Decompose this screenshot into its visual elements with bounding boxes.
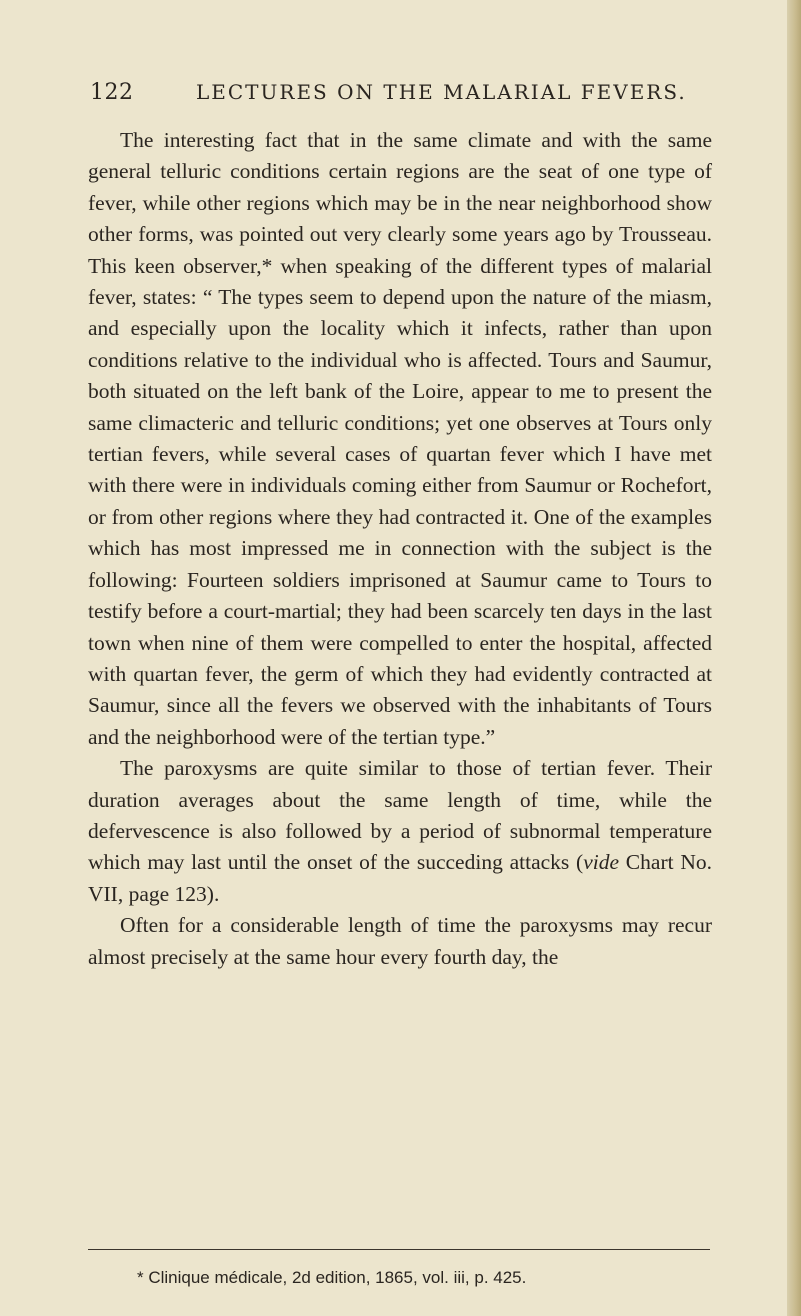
paragraph-2 bbox=[88, 753, 712, 910]
page-header bbox=[90, 80, 730, 110]
page-number: 122 bbox=[90, 80, 134, 105]
paragraph-1 bbox=[88, 125, 712, 753]
paragraph-2-text-start: The paroxysms are quite similar to those of tertian fever. Their duration averages about the same length of time, while the defervescence is also followed by a period of subnormal temperature which may last until the onset of the succeding attacks ( bbox=[88, 756, 712, 875]
footnote: * Clinique médicale, 2d edition, 1865, vol. iii, p. 425. bbox=[137, 1268, 527, 1287]
footnote-rule bbox=[88, 1249, 710, 1250]
body-text bbox=[88, 125, 712, 973]
running-title: LECTURES ON THE MALARIAL FEVERS. bbox=[196, 80, 687, 104]
vide-italic: vide bbox=[583, 850, 620, 875]
paragraph-2-text-end: Chart No. VII, page 123). bbox=[88, 850, 712, 906]
paragraph-3 bbox=[88, 910, 712, 973]
paragraph-1-text: The interesting fact that in the same climate and with the same general telluric conditions certain regions are the seat of one type of fever, while other regions which may be in the near neighborhood show other forms, was pointed out very clearly some years ago by Trousseau. This keen observer,* when speaking of the different types of malarial fever, states: “ The types seem to depend upon the nature of the miasm, and especially upon the locality which it infects, rather than upon conditions relative to the individual who is affected. Tours and Saumur, both situated on the left bank of the Loire, appear to me to present the same climacteric and telluric conditions; yet one observes at Tours only tertian fevers, while several cases of quartan fever which I have met with there were in individuals coming either from Saumur or Rochefort, or from other regions where they had contracted it. One of the examples which has most impressed me in connection with the subject is the following: Fourteen soldiers imprisoned at Saumur came to Tours to testify before a court-martial; they had been scarcely ten days in the last town when nine of them were compelled to enter the hospital, affected with quartan fever, the germ of which they had evidently contracted at Saumur, since all the fevers we observed with the inhabitants of Tours and the neighborhood were of the tertian type.” bbox=[88, 128, 712, 749]
paragraph-3-text: Often for a considerable length of time the paroxysms may recur almost precisely at the same hour every fourth day, the bbox=[88, 913, 712, 969]
page-edge-shadow bbox=[787, 0, 801, 1316]
